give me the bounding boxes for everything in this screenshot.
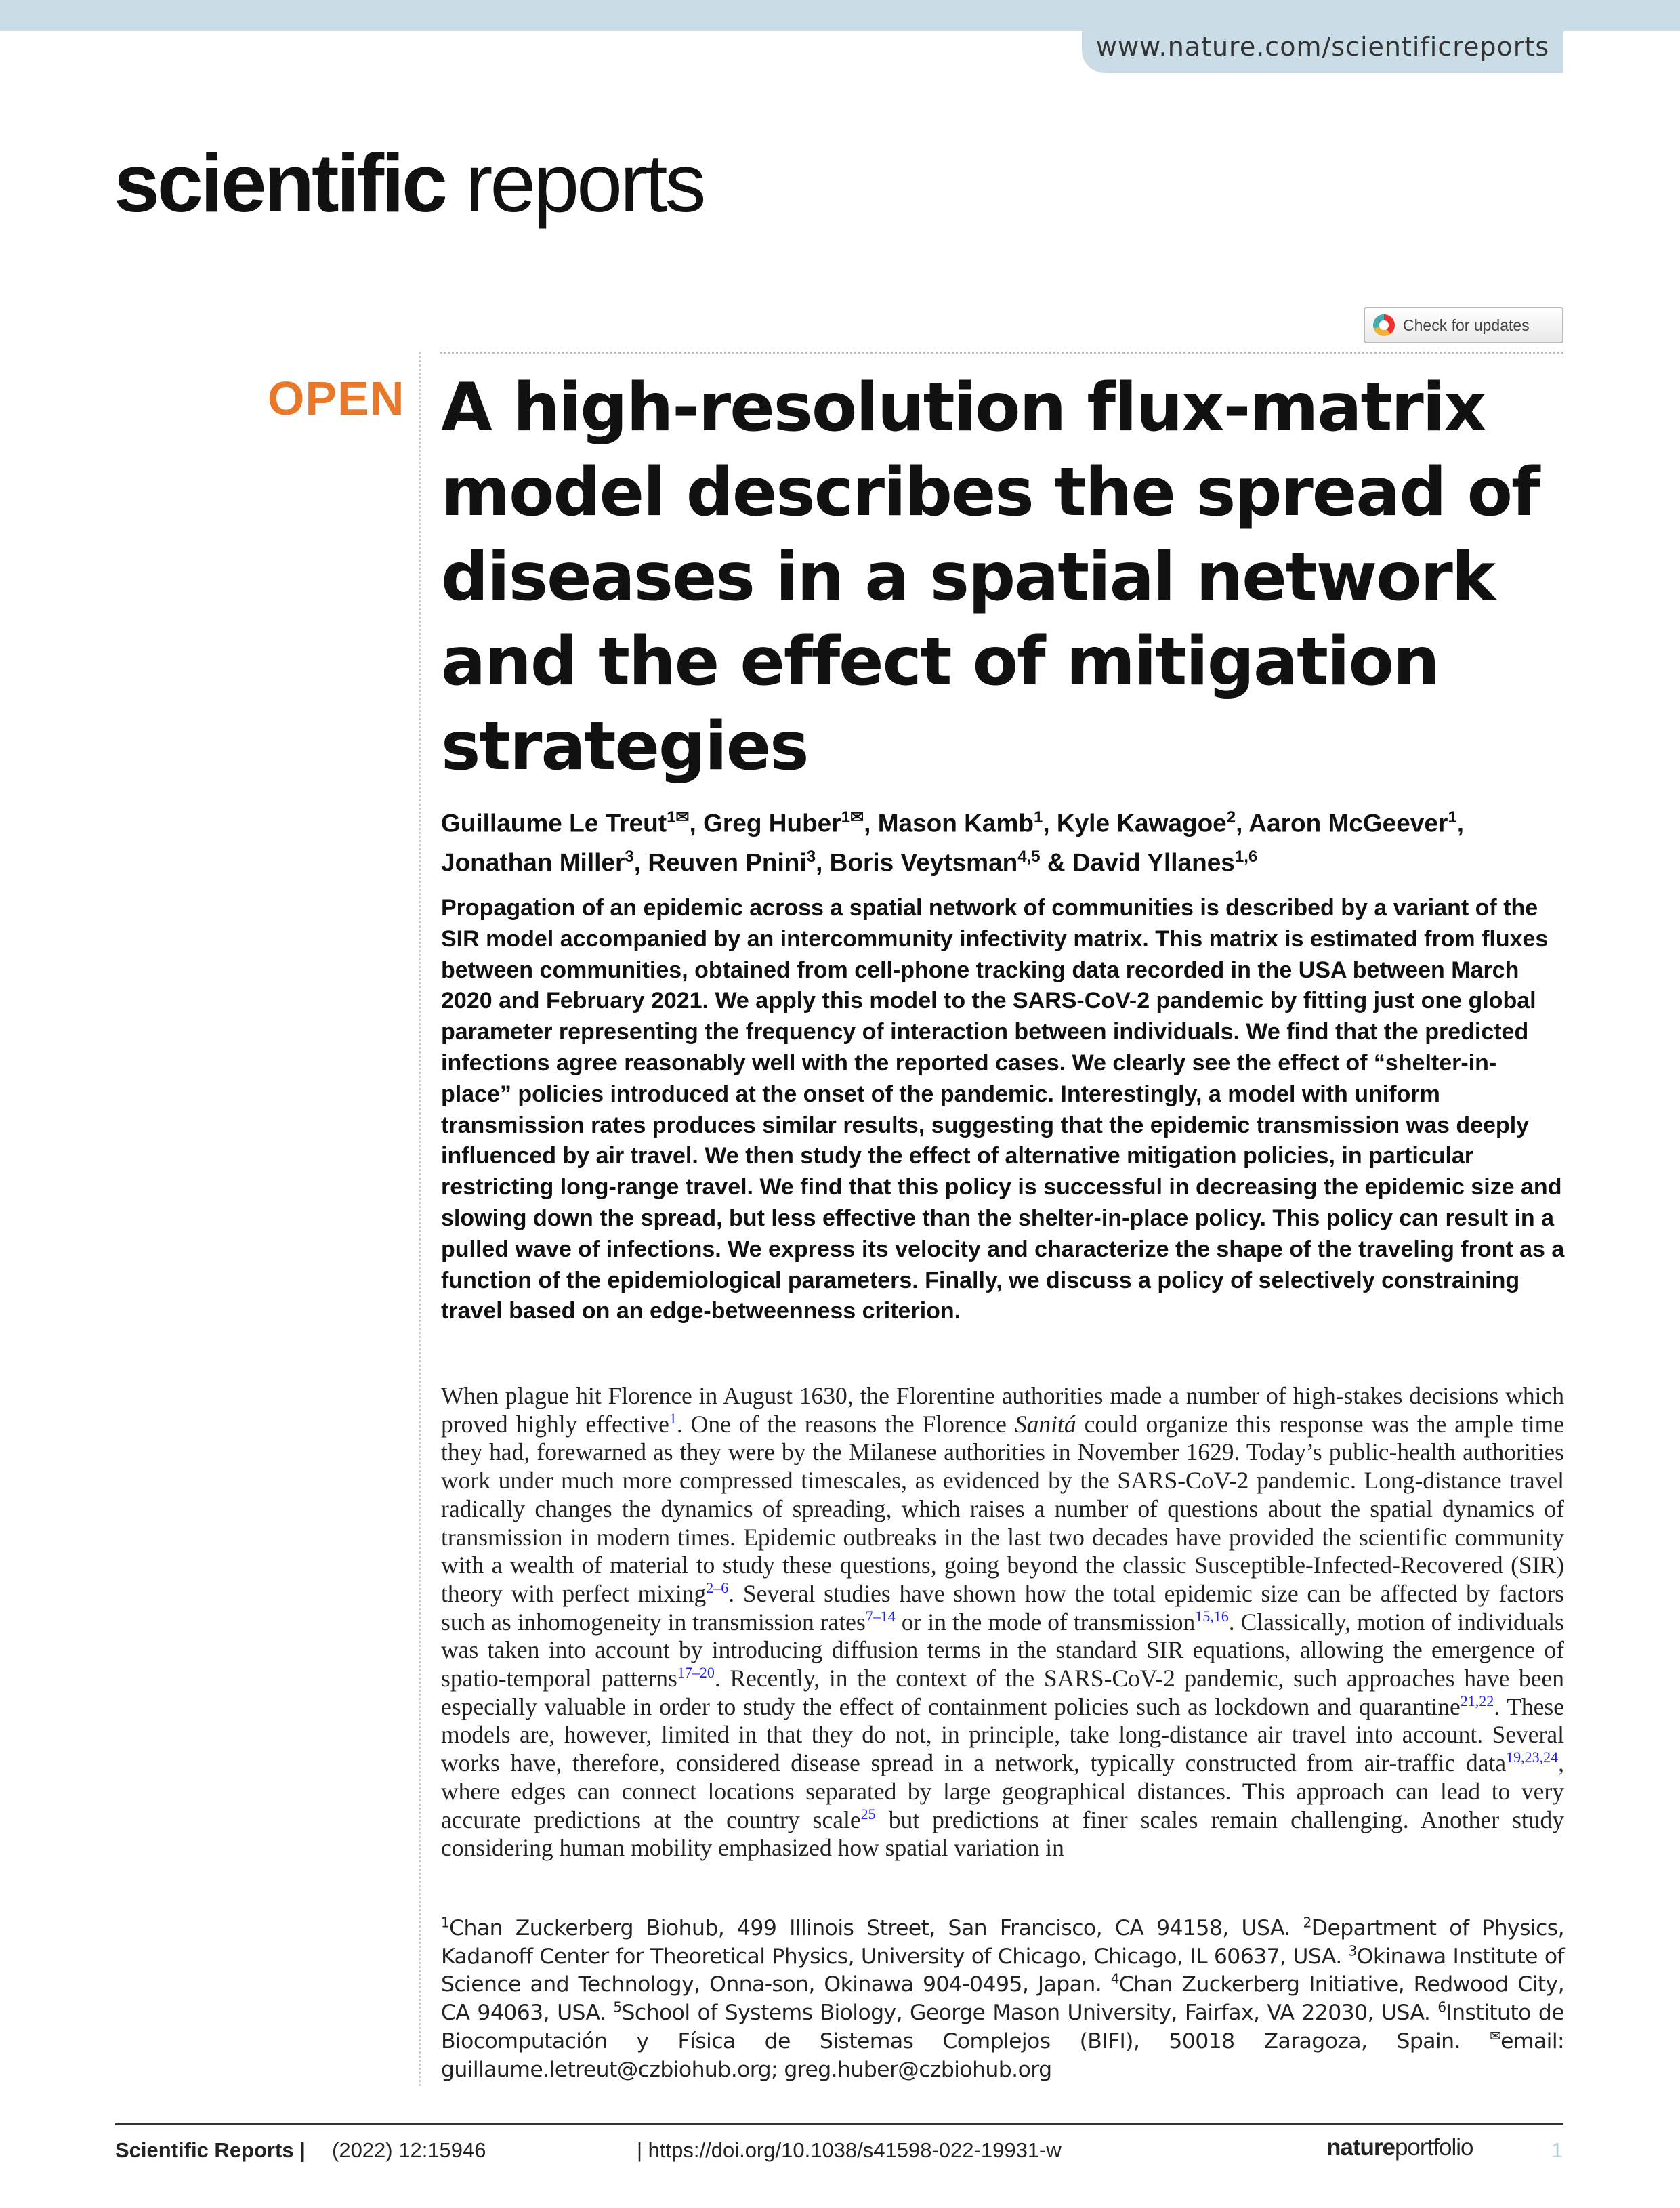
- reference-superscript: 19,23,24: [1506, 1749, 1559, 1766]
- body-text: [441, 1382, 1564, 1862]
- author-affiliation: 3: [806, 848, 816, 867]
- footer-doi-link[interactable]: | https://doi.org/10.1038/s41598-022-19931-w: [637, 2138, 1062, 2162]
- reference-superscript: 2–6: [706, 1579, 729, 1597]
- author-name: Mason Kamb: [877, 809, 1034, 837]
- text-segment: . Recently, in the context of the SARS-CoV-2 pandemic, such approaches have been especially valuable in order to study the effect of containment policies such as lockdown and quarantine: [441, 1665, 1564, 1720]
- author-affiliation: 1: [1033, 808, 1043, 827]
- author-affiliation: 1✉: [841, 808, 864, 827]
- author-list: Guillaume Le Treut$^{1✉}$, Greg Huber$^{1✉}$, Mason Kamb$^1$, Kyle Kawagoe$^2$, Aaron McGeever$^1$, Jonathan Miller$^3$, Reuven Pnini$^3$, Boris Veytsman$^{4,5}$ & David Yllanes$^{1,6}$: [441, 808, 1465, 877]
- text-segment: Chan Zuckerberg Initiative, Redwood City, CA 94063, USA.: [441, 1972, 1564, 2026]
- author-name: Reuven Pnini: [648, 848, 807, 877]
- divider: [440, 352, 1563, 354]
- open-access-badge: OPEN: [268, 372, 405, 425]
- text-segment: could organize this response was the ample time they had, forewarned as they were by the Milanese authorities in November 1629. Today’s public-health authorities work under much more compressed timescales, as evidenced by the SARS-CoV-2 pandemic. Long-distance travel radically changes the dynamics of spreading, which raises a number of questions about the spatial dynamics of transmission in modern times. Epidemic outbreaks in the last two decades have provided the scientific community with a wealth of material to study these questions, going beyond the classic Susceptible-Infected-Recovered (SIR) theory with perfect mixing: [441, 1410, 1565, 1607]
- affiliations: [441, 1915, 1564, 2084]
- reference-superscript: 2: [1303, 1914, 1311, 1931]
- footer-citation: (2022) 12:15946: [332, 2138, 486, 2162]
- reference-superscript: 25: [860, 1805, 876, 1822]
- reference-superscript: ✉: [1489, 2027, 1501, 2044]
- reference-superscript: 1: [669, 1409, 677, 1427]
- check-for-updates-button[interactable]: [1364, 307, 1563, 343]
- text-segment: When plague hit Florence in August 1630, the Florentine authorities made a number of high-stakes decisions which proved highly effective: [441, 1382, 1564, 1438]
- text-segment: email: guillaume.letreut@czbiohub.org; greg.huber@czbiohub.org: [441, 2028, 1564, 2082]
- reference-superscript: 17–20: [677, 1664, 715, 1682]
- publisher-logo: [1326, 2134, 1473, 2161]
- vertical-divider: [419, 352, 421, 2086]
- author-affiliation: 2: [1226, 808, 1236, 827]
- author-name: Jonathan Miller: [441, 848, 625, 877]
- author-name: Greg Huber: [703, 809, 841, 837]
- reference-superscript: 5: [613, 1999, 622, 2016]
- author-name: Guillaume Le Treut: [441, 809, 667, 837]
- footer-rule: [115, 2123, 1563, 2125]
- reference-superscript: 4: [1110, 1970, 1119, 1987]
- author-name: Boris Veytsman: [829, 848, 1018, 877]
- text-segment: , where edges can connect locations separated by large geographical distances. This approach can lead to very accurate predictions at the country scale: [441, 1749, 1564, 1833]
- author-affiliation: 3: [625, 848, 634, 867]
- logo-bold: scientific: [114, 137, 445, 229]
- text-segment: or in the mode of transmission: [895, 1608, 1196, 1636]
- reference-superscript: 7–14: [865, 1607, 896, 1625]
- check-for-updates-label: Check for updates: [1403, 316, 1530, 334]
- crossmark-icon: [1373, 314, 1395, 336]
- text-segment: School of Systems Biology, George Mason University, Fairfax, VA 22030, USA.: [621, 2001, 1438, 2026]
- page-number: 1: [1551, 2138, 1563, 2162]
- journal-url-link[interactable]: www.nature.com/scientificreports: [1082, 20, 1563, 73]
- journal-logo: [114, 136, 703, 230]
- text-segment: Okinawa Institute of Science and Technology, Onna-son, Okinawa 904-0495, Japan.: [441, 1944, 1564, 1997]
- text-segment: . Classically, motion of individuals was taken into account by introducing diffusion terms in the standard SIR equations, allowing the emergence of spatio-temporal patterns: [441, 1608, 1564, 1692]
- footer-journal: Scientific Reports |: [115, 2138, 306, 2162]
- italic-term: Sanitá: [1014, 1410, 1076, 1438]
- text-segment: but predictions at finer scales remain challenging. Another study considering human mobility emphasized how spatial variation in: [441, 1806, 1565, 1862]
- text-segment: Department of Physics, Kadanoff Center for Theoretical Physics, University of Chicago, Chicago, IL 60637, USA.: [441, 1916, 1565, 1969]
- text-segment: . One of the reasons the Florence: [676, 1410, 1015, 1438]
- logo-light: reports: [444, 137, 704, 229]
- author-affiliation: 1: [1448, 808, 1457, 827]
- reference-superscript: 3: [1348, 1942, 1357, 1959]
- reference-superscript: 21,22: [1460, 1692, 1494, 1709]
- reference-superscript: 6: [1437, 1999, 1446, 2016]
- reference-superscript: 1: [441, 1914, 450, 1931]
- publisher-bold: nature: [1326, 2134, 1395, 2161]
- author-affiliation: 1,6: [1234, 848, 1258, 867]
- author-name: David Yllanes: [1072, 848, 1235, 877]
- abstract: Propagation of an epidemic across a spatial network of communities is described by a variant of the SIR model accompanied by an intercommunity infectivity matrix. This matrix is estimated from fluxes between communities, obtained from cell-phone tracking data recorded in the USA between March 2020 and February 2021. We apply this model to the SARS-CoV-2 pandemic by fitting just one global parameter representing the frequency of interaction between individuals. We find that the predicted infections agree reasonably well with the reported cases. We clearly see the effect of “shelter-in-place” policies introduced at the onset of the pandemic. Interestingly, a model with uniform transmission rates produces similar results, suggesting that the epidemic transmission was deeply influenced by air travel. We then study the effect of alternative mitigation policies, in particular restricting long-range travel. We find that this policy is successful in decreasing the epidemic size and slowing down the spread, but less effective than the shelter-in-place policy. This policy can result in a pulled wave of infections. We express its velocity and characterize the shape of the traveling front as a function of the epidemiological parameters. Finally, we discuss a policy of selectively constraining travel based on an edge-betweenness criterion.: [441, 895, 1565, 1325]
- text-segment: Chan Zuckerberg Biohub, 499 Illinois Street, San Francisco, CA 94158, USA.: [449, 1916, 1303, 1940]
- author-name: Aaron McGeever: [1248, 809, 1448, 837]
- text-segment: . Several studies have shown how the total epidemic size can be affected by factors such as inhomogeneity in transmission rates: [441, 1579, 1564, 1636]
- publisher-light: portfolio: [1394, 2134, 1473, 2161]
- article-title: A high-resolution flux-matrix model describes the spread of diseases in a spatial network and the effect of mitigation strategies: [441, 369, 1539, 785]
- text-segment: . These models are, however, limited in that they do not, in principle, take long-distance air travel into account. Several works have, therefore, considered disease spread in a network, typically constructed from air-traffic data: [441, 1692, 1565, 1777]
- author-affiliation: 1✉: [667, 808, 690, 827]
- text-segment: Instituto de Biocomputación y Física de Sistemas Complejos (BIFI), 50018 Zaragoza, Spain.: [441, 2001, 1564, 2054]
- reference-superscript: 15,16: [1195, 1607, 1229, 1625]
- author-name: Kyle Kawagoe: [1056, 809, 1227, 837]
- author-affiliation: 4,5: [1017, 848, 1041, 867]
